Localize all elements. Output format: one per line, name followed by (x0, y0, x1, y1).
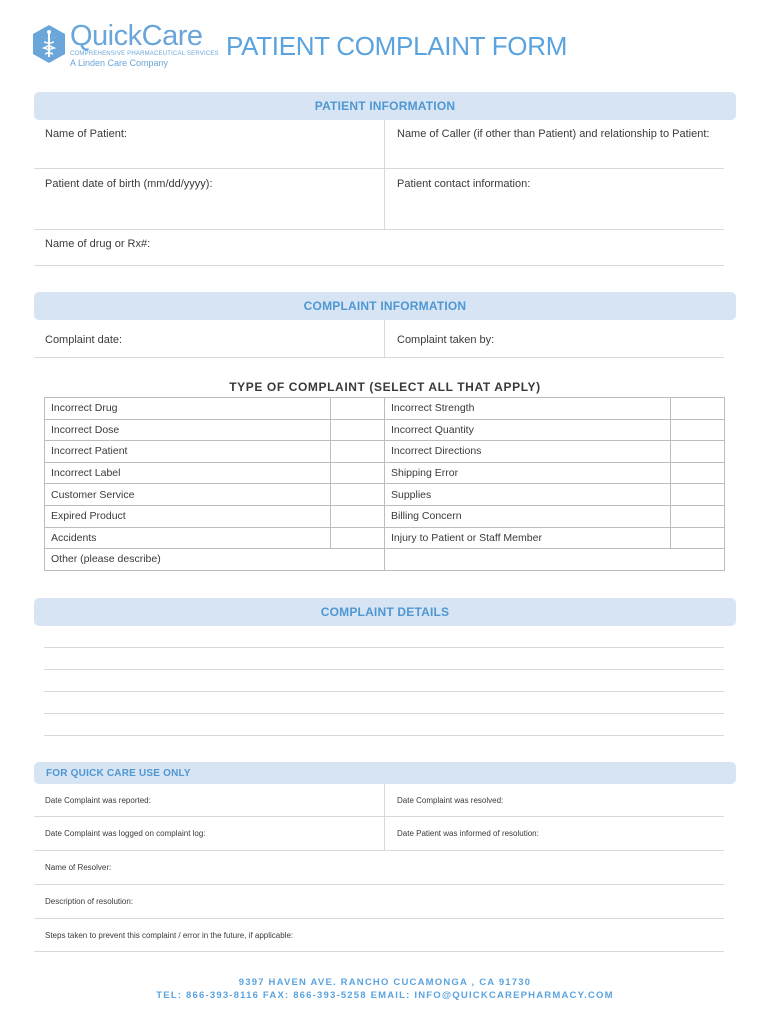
internal-use-header: FOR QUICK CARE USE ONLY (34, 762, 736, 784)
date-reported-field[interactable]: Date Complaint was reported: (45, 796, 151, 805)
patient-dob-field[interactable]: Patient date of birth (mm/dd/yyyy): (45, 178, 213, 190)
option-label: Injury to Patient or Staff Member (384, 527, 670, 549)
checkbox[interactable] (331, 484, 385, 506)
logo-tagline: COMPREHENSIVE PHARMACEUTICAL SERVICES (70, 51, 219, 57)
writing-line[interactable] (44, 647, 724, 648)
divider (34, 357, 724, 358)
table-row (45, 505, 725, 527)
patient-contact-field[interactable]: Patient contact information: (397, 178, 531, 190)
other-description-input[interactable] (384, 549, 724, 571)
checkbox[interactable] (331, 398, 385, 420)
table-row (45, 419, 725, 441)
option-label: Incorrect Strength (384, 398, 670, 420)
option-label: Incorrect Quantity (384, 419, 670, 441)
divider (34, 918, 724, 919)
complaint-type-table (44, 397, 725, 571)
option-label: Supplies (384, 484, 670, 506)
resolution-description-field[interactable]: Description of resolution: (45, 897, 134, 906)
option-label: Expired Product (45, 505, 331, 527)
caduceus-hexagon-icon (32, 24, 66, 64)
column-divider (384, 784, 385, 850)
divider (34, 168, 724, 169)
divider (34, 265, 724, 266)
writing-line[interactable] (44, 713, 724, 714)
date-resolved-field[interactable]: Date Complaint was resolved: (397, 796, 504, 805)
checkbox[interactable] (671, 527, 725, 549)
checkbox[interactable] (331, 441, 385, 463)
complaint-type-title: TYPE OF COMPLAINT (SELECT ALL THAT APPLY) (229, 380, 541, 394)
complaint-information-header: COMPLAINT INFORMATION (34, 292, 736, 320)
checkbox[interactable] (671, 419, 725, 441)
checkbox[interactable] (331, 505, 385, 527)
complaint-date-field[interactable]: Complaint date: (45, 334, 123, 346)
table-row (45, 462, 725, 484)
table-row (45, 527, 725, 549)
column-divider (384, 320, 385, 357)
option-label: Incorrect Label (45, 462, 331, 484)
divider (34, 850, 724, 851)
option-label: Billing Concern (384, 505, 670, 527)
name-of-caller-field[interactable]: Name of Caller (if other than Patient) and relationship to Patient: (397, 128, 710, 140)
checkbox[interactable] (331, 419, 385, 441)
writing-line[interactable] (44, 669, 724, 670)
quickcare-logo (32, 20, 219, 74)
checkbox[interactable] (671, 505, 725, 527)
checkbox[interactable] (671, 441, 725, 463)
resolver-name-field[interactable]: Name of Resolver: (45, 863, 112, 872)
option-label: Incorrect Directions (384, 441, 670, 463)
name-of-patient-field[interactable]: Name of Patient: (45, 128, 127, 140)
logo-name: QuickCare (70, 20, 203, 52)
divider (34, 884, 724, 885)
page-title: PATIENT COMPLAINT FORM (226, 31, 568, 61)
logo-subtitle: A Linden Care Company (70, 58, 169, 68)
option-label: Customer Service (45, 484, 331, 506)
option-label: Accidents (45, 527, 331, 549)
writing-line[interactable] (44, 735, 724, 736)
complaint-taken-by-field[interactable]: Complaint taken by: (397, 334, 495, 346)
checkbox[interactable] (671, 398, 725, 420)
option-label: Incorrect Dose (45, 419, 331, 441)
divider (34, 229, 724, 230)
option-label: Incorrect Drug (45, 398, 331, 420)
prevention-steps-field[interactable]: Steps taken to prevent this complaint / error in the future, if applicable: (45, 931, 294, 940)
divider (34, 816, 724, 817)
table-row (45, 441, 725, 463)
date-logged-field[interactable]: Date Complaint was logged on complaint log: (45, 829, 206, 838)
drug-name-field[interactable]: Name of drug or Rx#: (45, 238, 151, 250)
option-label: Shipping Error (384, 462, 670, 484)
checkbox[interactable] (331, 527, 385, 549)
checkbox[interactable] (331, 462, 385, 484)
writing-line[interactable] (44, 691, 724, 692)
footer-contact: TEL: 866-393-8116 FAX: 866-393-5258 EMAIL: INFO@QUICKCAREPHARMACY.COM (156, 990, 614, 1001)
table-row (45, 398, 725, 420)
checkbox[interactable] (671, 484, 725, 506)
divider (34, 951, 724, 952)
table-row (45, 484, 725, 506)
other-describe-field[interactable]: Other (please describe) (45, 549, 385, 571)
option-label: Incorrect Patient (45, 441, 331, 463)
patient-information-header: PATIENT INFORMATION (34, 92, 736, 120)
checkbox[interactable] (671, 462, 725, 484)
column-divider (384, 120, 385, 229)
complaint-details-header: COMPLAINT DETAILS (34, 598, 736, 626)
date-informed-field[interactable]: Date Patient was informed of resolution: (397, 829, 539, 838)
table-row (45, 549, 725, 571)
footer-address: 9397 HAVEN AVE. RANCHO CUCAMONGA , CA 91730 (238, 977, 532, 988)
